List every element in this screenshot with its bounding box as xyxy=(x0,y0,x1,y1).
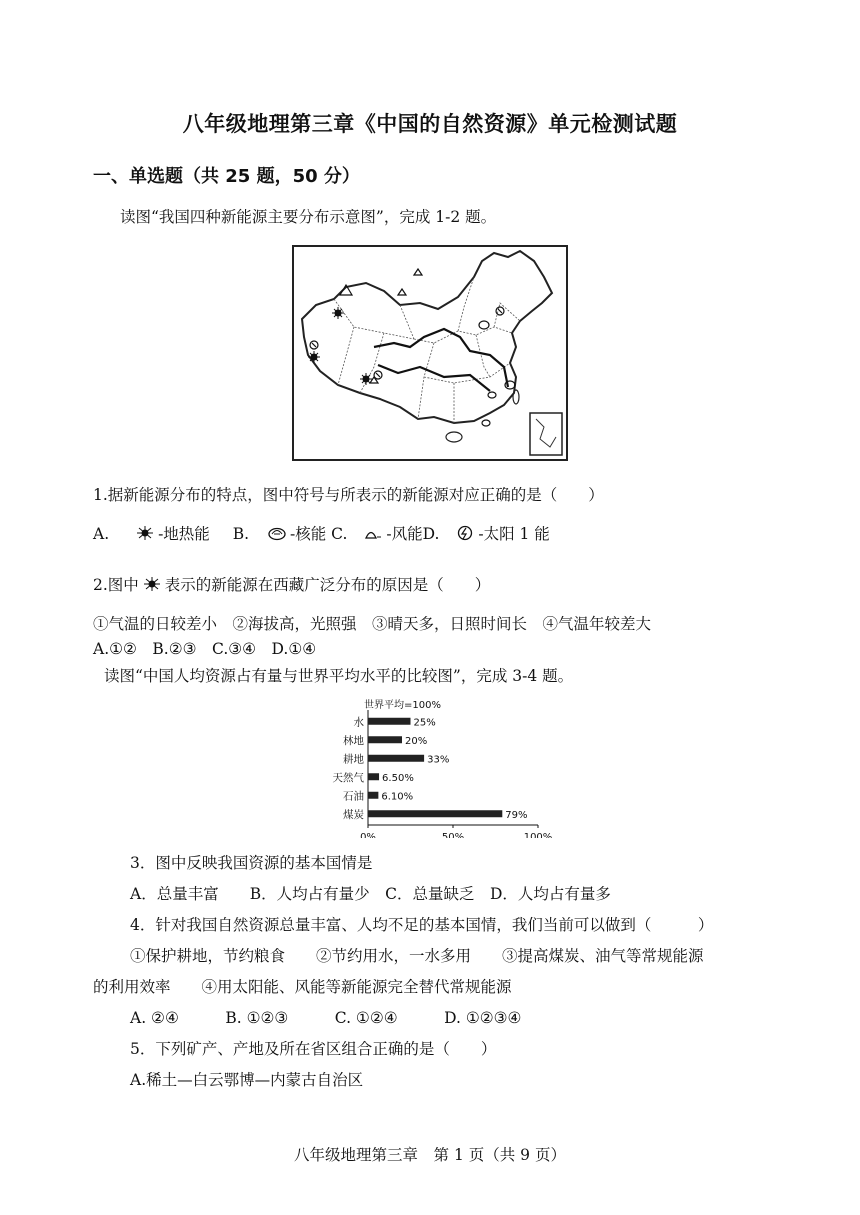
data-label: 25% xyxy=(413,717,436,729)
bar xyxy=(368,736,402,743)
sun-icon xyxy=(134,525,156,545)
q4-options: A. ②④ B. ①②③ C. ①②④ D. ①②③④ xyxy=(130,1009,522,1027)
q2-stem xyxy=(93,573,490,596)
q2-stem-suffix: 表示的新能源在西藏广泛分布的原因是（ ） xyxy=(164,576,491,594)
data-label: 6.10% xyxy=(381,791,414,803)
q1-option-b-text: -核能 C. xyxy=(290,525,348,543)
q1-option-a-prefix: A. xyxy=(93,525,110,543)
q4-stem: 4．针对我国自然资源总量丰富、人均不足的基本国情，我们当前可以做到（ ） xyxy=(130,916,714,934)
q4-line1: ①保护耕地，节约粮食 ②节约用水，一水多用 ③提高煤炭、油气等常规能源 xyxy=(130,947,704,965)
sun-icon xyxy=(141,576,163,596)
china-border xyxy=(302,251,552,423)
nuclear-symbols xyxy=(479,321,515,426)
hainan-island xyxy=(446,432,462,442)
resource-per-capita-chart xyxy=(330,698,560,838)
category-label: 耕地 xyxy=(343,753,364,766)
q5-option-a: A.稀土—白云鄂博—内蒙古自治区 xyxy=(130,1071,364,1089)
bar xyxy=(368,755,424,762)
taiwan-island xyxy=(513,390,519,404)
q1-stem: 1.据新能源分布的特点，图中符号与所表示的新能源对应正确的是（ ） xyxy=(93,486,604,504)
nuclear-icon xyxy=(266,525,288,545)
category-label: 林地 xyxy=(343,734,364,747)
category-label: 石油 xyxy=(343,790,364,803)
page-title: 八年级地理第三章《中国的自然资源》单元检测试题 xyxy=(182,111,678,136)
geothermal-symbols xyxy=(310,307,504,379)
data-label: 79% xyxy=(505,809,528,821)
q3-options: A．总量丰富 B．人均占有量少 C．总量缺乏 D．人均占有量多 xyxy=(130,885,611,903)
q1-option-a-text: -地热能 xyxy=(158,525,210,543)
bar xyxy=(368,773,379,780)
category-label: 水 xyxy=(353,716,364,729)
x-tick-label: 0% xyxy=(360,832,376,838)
intro-chart: 读图“中国人均资源占有量与世界平均水平的比较图”，完成 3-4 题。 xyxy=(104,667,574,685)
q2-statements: ①气温的日较差小 ②海拔高，光照强 ③晴天多，日照时间长 ④气温年较差大 xyxy=(93,615,652,633)
category-label: 天然气 xyxy=(332,771,364,784)
q1-options xyxy=(93,522,550,545)
bar xyxy=(368,718,411,725)
geothermal-icon xyxy=(454,525,476,545)
wind-icon xyxy=(362,525,384,545)
data-label: 20% xyxy=(405,735,428,747)
q3-stem: 3．图中反映我国资源的基本国情是 xyxy=(130,854,373,872)
south-china-sea-inset xyxy=(530,413,562,455)
province-lines xyxy=(334,277,520,423)
chart-title: 世界平均=100% xyxy=(364,700,441,711)
q1-option-d-text: -太阳 1 能 xyxy=(478,525,550,543)
section-heading: 一、单选题（共 25 题，50 分） xyxy=(93,166,360,187)
q1-option-c-text: -风能D. xyxy=(386,525,440,543)
q2-stem-prefix: 2.图中 xyxy=(93,576,139,594)
bar-chart-svg xyxy=(330,698,560,838)
data-label: 33% xyxy=(427,754,450,766)
q5-stem: 5．下列矿产、产地及所在省区组合正确的是（ ） xyxy=(130,1040,497,1058)
china-map-svg xyxy=(294,247,566,459)
china-new-energy-map xyxy=(292,245,568,461)
x-tick-label: 100% xyxy=(523,832,553,838)
bar xyxy=(368,810,502,817)
intro-map: 读图“我国四种新能源主要分布示意图”，完成 1-2 题。 xyxy=(120,208,497,226)
q4-line2: 的利用效率 ④用太阳能、风能等新能源完全替代常规能源 xyxy=(93,978,512,996)
q2-options: A.①② B.②③ C.③④ D.①④ xyxy=(93,640,317,658)
category-label: 煤炭 xyxy=(343,808,364,821)
bar xyxy=(368,792,378,799)
data-label: 6.50% xyxy=(382,772,414,784)
x-tick-label: 50% xyxy=(441,832,465,838)
region-boundary xyxy=(374,329,508,391)
page-footer: 八年级地理第三章 第 1 页（共 9 页） xyxy=(294,1146,566,1164)
q1-option-b-prefix: B. xyxy=(232,525,250,543)
